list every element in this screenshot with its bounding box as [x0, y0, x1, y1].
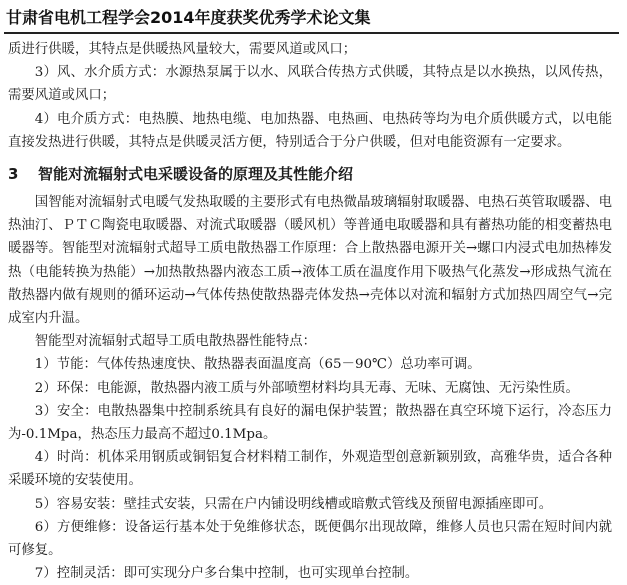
- article-body: [8, 38, 612, 585]
- feature-fashion: 4）时尚：机体采用钢质或铜铝复合材料精工制作，外观造型创意新颖别致，高雅华贵，适合各种采暖环境的安装使用。: [8, 450, 612, 489]
- paragraph-electric-medium: 4）电介质方式：电热膜、地热电缆、电加热器、电热画、电热砖等均为电介质供暖方式，以电能直接发热进行供暖，其特点是供暖灵活方便，特别适合于分户供暖，但对电能资源有一定要求。: [8, 111, 612, 150]
- feature-environmental: 2）环保：电能源，散热器内液工质与外部喷塑材料均具无毒、无味、无腐蚀、无污染性质。: [34, 380, 579, 396]
- page-header: [4, 6, 619, 34]
- feature-energy-saving: 1）节能：气体传热速度快、散热器表面温度高（65－90℃）总功率可调。: [34, 357, 481, 373]
- feature-flexible-control: 7）控制灵活：即可实现分户多台集中控制，也可实现单台控制。: [34, 566, 419, 582]
- paragraph-intro: 国智能对流辐射式电暖气发热取暖的主要形式有电热微晶玻璃辐射取暖器、电热石英管取暖器、电热油汀、ＰＴＣ陶瓷电取暖器、对流式取暖器（暖风机）等普通电取暖器和具有蓄热功能的相变蓄热电暖器等。智能型对流辐射式超导工质电散热器工作原理：合上散热器电源开关→螺口内浸式电加热棒发热（电能转换为热能）→加热散热器内液态工质→液体工质在温度作用下吸热气化蒸发→形成热气流在散热器内做有规则的循环运动→气体传热使散热器壳体发热→壳体以对流和辐射方式加热四周空气→完成室内升温。: [8, 195, 612, 327]
- paragraph-continuation: 质进行供暖，其特点是供暖热风量较大，需要风道或风口；: [8, 42, 357, 57]
- feature-easy-maintenance: 6）方便维修：设备运行基本处于免维修状态，既便偶尔出现故障，维修人员也只需在短时间内就可修复。: [8, 519, 612, 559]
- feature-safety: 3）安全：电散热器集中控制系统具有良好的漏电保护装置；散热器在真空环境下运行，冷态压力为-0.1Mpa，热态压力最高不超过0.1Mpa。: [8, 403, 612, 443]
- section-heading: [8, 161, 612, 187]
- paragraph-features-heading: 智能型对流辐射式超导工质电散热器性能特点：: [34, 334, 316, 350]
- section-title: 智能对流辐射式电采暖设备的原理及其性能介绍: [38, 165, 354, 184]
- section-number: 3: [8, 165, 19, 184]
- paragraph-wind-water-medium: 3）风、水介质方式：水源热泵属于以水、风联合传热方式供暖，其特点是以水换热，以风传热，需要风道或风口；: [8, 65, 612, 104]
- running-title: 甘肃省电机工程学会2014年度获奖优秀学术论文集: [6, 8, 371, 27]
- feature-easy-install: 5）容易安装：壁挂式安装，只需在户内铺设明线槽或暗敷式管线及预留电源插座即可。: [34, 496, 553, 512]
